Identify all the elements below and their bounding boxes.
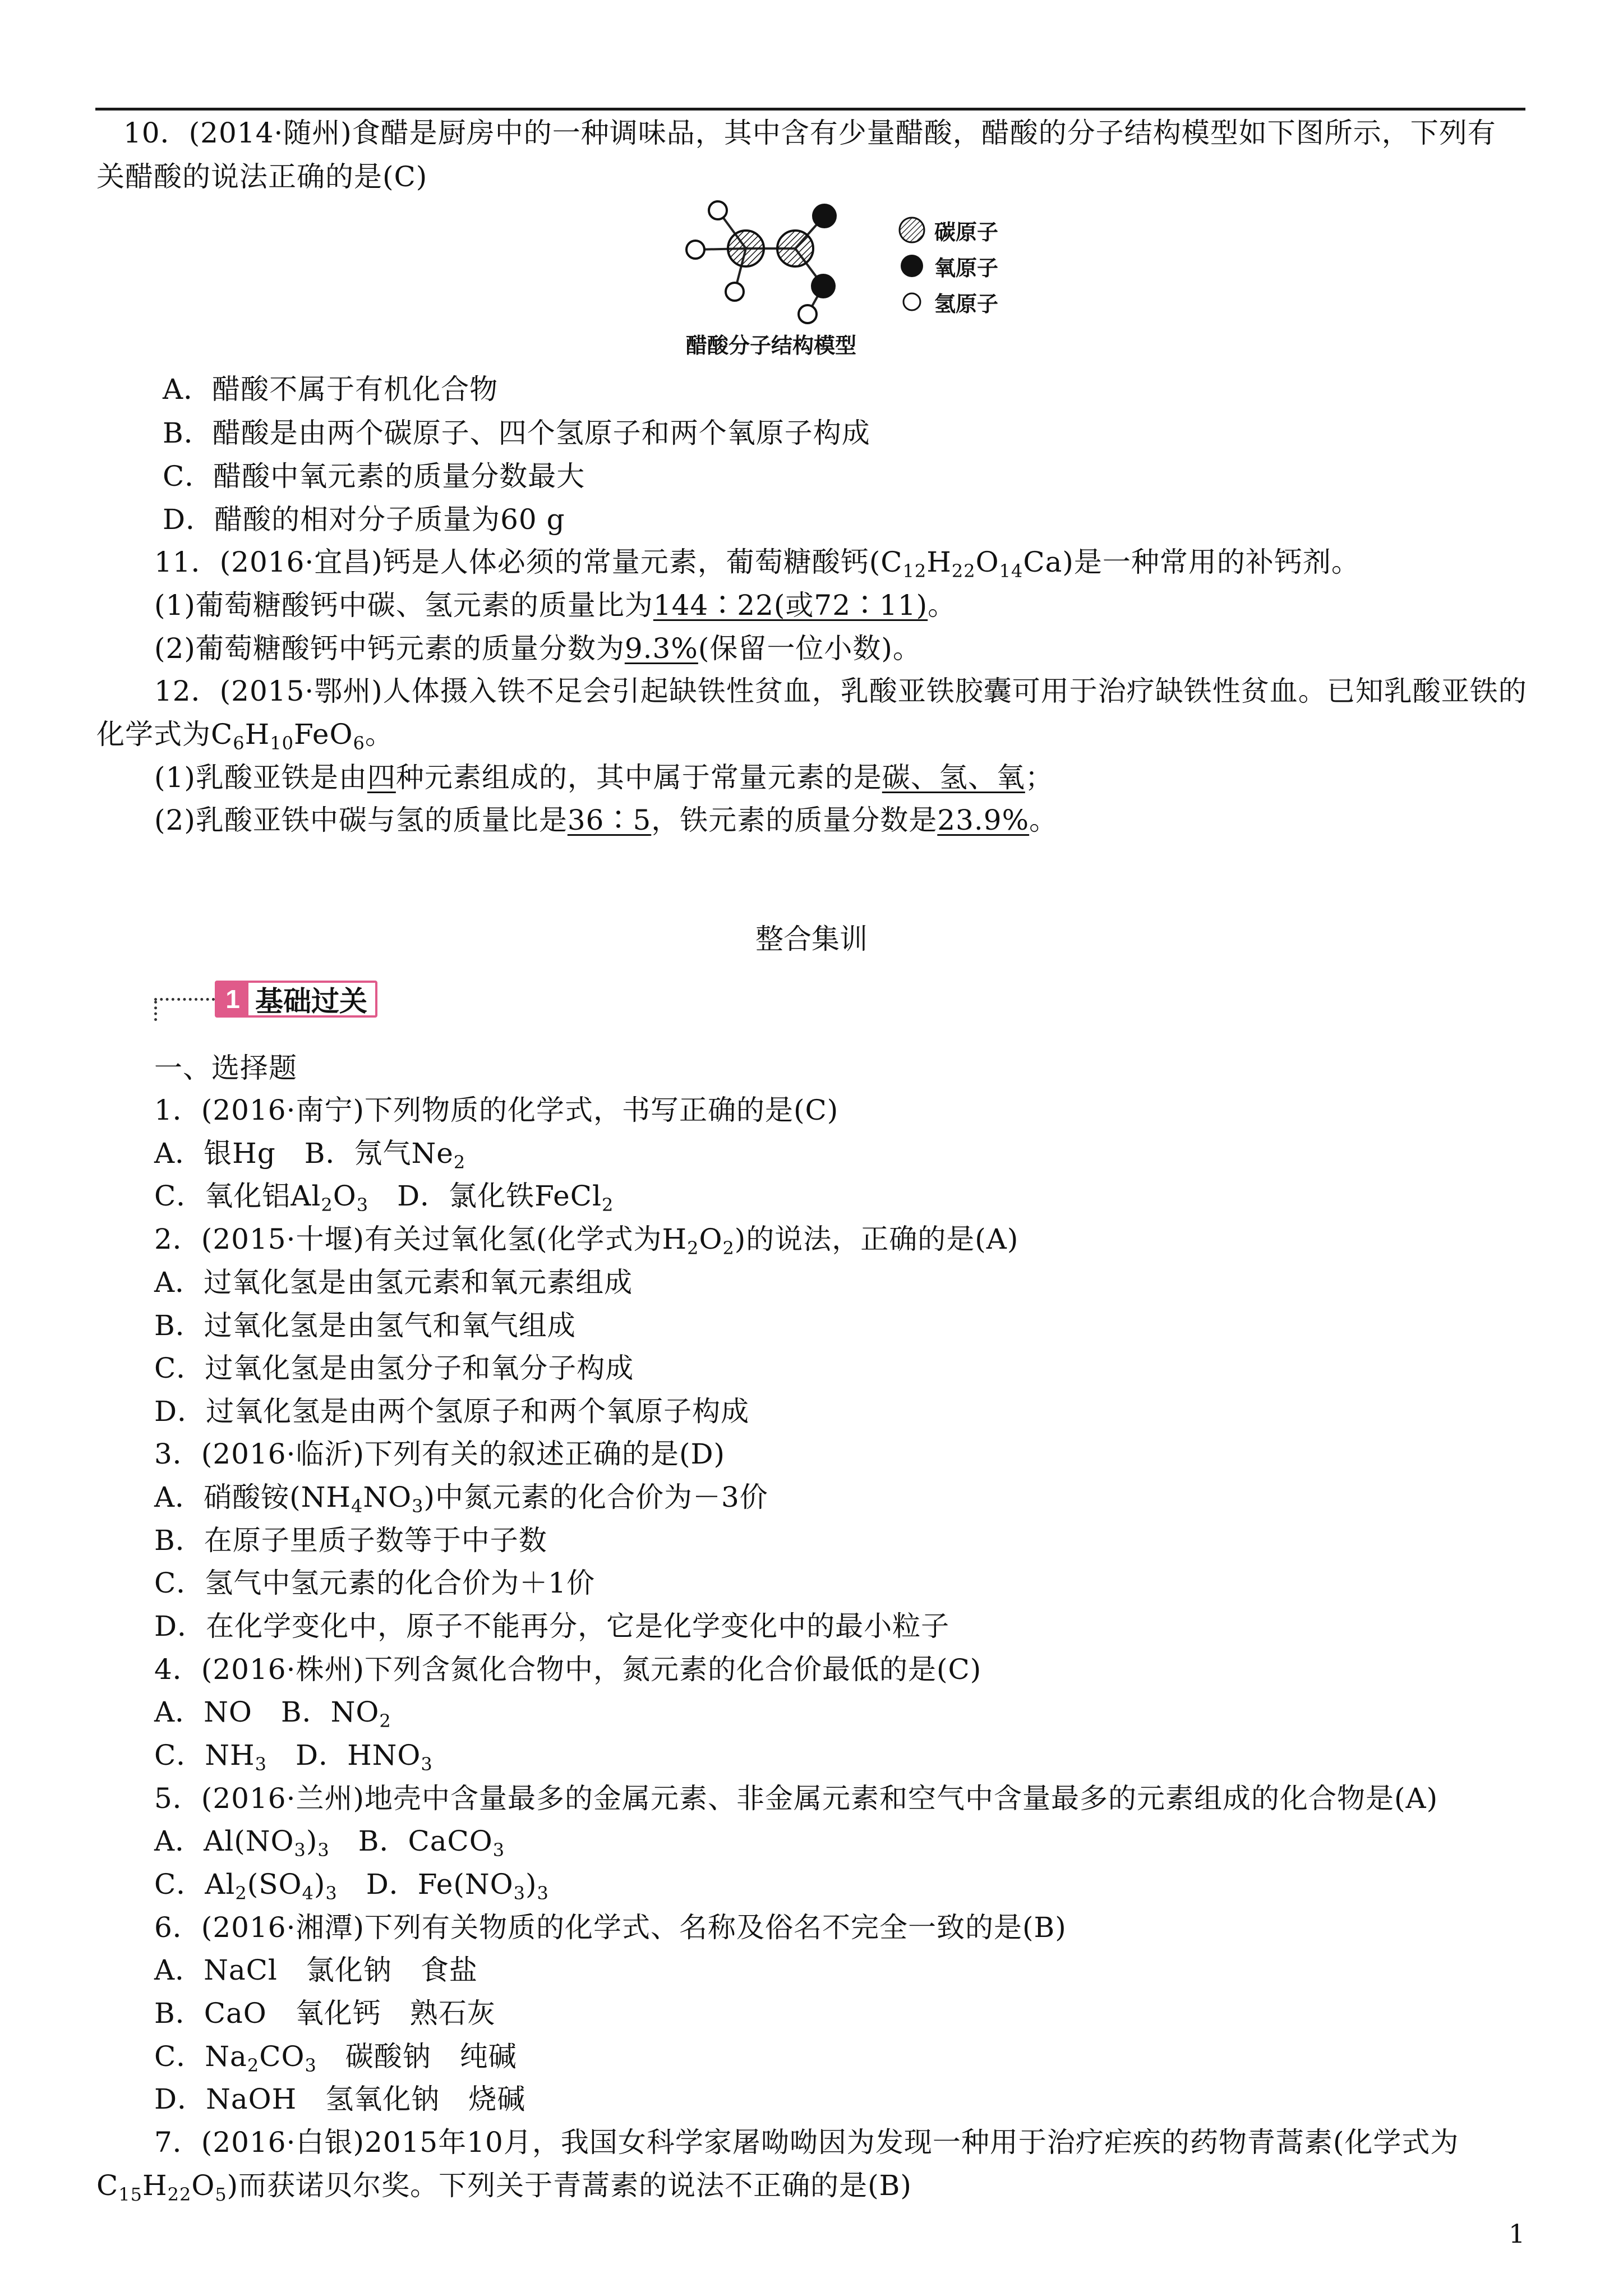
q4-options-ab: A．NO B．$NO_2$	[154, 1696, 391, 1732]
legend-carbon-label: 碳原子	[934, 219, 999, 245]
q3-option-b: B．在原子里质子数等于中子数	[154, 1524, 547, 1557]
part-title: 一、选择题	[154, 1052, 297, 1084]
hydrogen-atom	[726, 283, 744, 301]
q11-part2: (2)葡萄糖酸钙中钙元素的质量分数为9.3%(保留一位小数)。	[154, 632, 921, 665]
q10-option-a: A．醋酸不属于有机化合物	[163, 373, 499, 406]
hydrogen-atom	[686, 241, 704, 259]
oxygen-legend-icon	[897, 251, 926, 280]
q1-stem: 1．(2016·南宁)下列物质的化学式，书写正确的是(C)	[154, 1094, 839, 1126]
carbon-atom	[728, 231, 764, 266]
q11-stem: 11．(2016·宜昌)钙是人体必须的常量元素，葡萄糖酸钙$(C_{12}H_{22}O_{14}Ca)$是一种常用的补钙剂。	[154, 546, 1360, 582]
q5-options-cd: C．$Al_2(SO_4)_3$ D．$Fe(NO_3)_3$	[154, 1868, 549, 1904]
legend-hydrogen-label: 氢原子	[934, 291, 999, 316]
hydrogen-legend-icon	[897, 287, 926, 316]
q1-options-cd: C．氧化铝$Al_2O_3$ D．氯化铁FeCl$_2$	[154, 1180, 614, 1216]
q4-stem: 4．(2016·株州)下列含氮化合物中，氮元素的化合价最低的是(C)	[154, 1653, 982, 1686]
carbon-legend-icon	[897, 215, 926, 245]
q11-answer2: 9.3%	[624, 632, 698, 665]
q11-answer1: 144∶22(或72∶11)	[653, 589, 928, 622]
q12-stem-line1: 12．(2015·鄂州)人体摄入铁不足会引起缺铁性贫血，乳酸亚铁胶囊可用于治疗缺铁性贫血。已知乳酸亚铁的	[154, 675, 1527, 707]
q3-stem: 3．(2016·临沂)下列有关的叙述正确的是(D)	[154, 1438, 726, 1470]
molecule-legend	[897, 212, 998, 320]
q6-option-a: A．NaCl 氯化钠 食盐	[154, 1954, 478, 1986]
q6-option-b: B．CaO 氧化钙 熟石灰	[154, 1997, 496, 2030]
q3-option-d: D．在化学变化中，原子不能再分，它是化学变化中的最小粒子	[154, 1610, 950, 1642]
figure-caption: 醋酸分子结构模型	[685, 333, 856, 358]
q12-answer4: 23.9%	[937, 804, 1030, 836]
q6-option-d: D．NaOH 氢氧化钠 烧碱	[154, 2083, 526, 2115]
section-badge	[154, 981, 377, 1018]
badge-label: 基础过关	[255, 985, 367, 1018]
q5-options-ab: A．$Al(NO_3)_3$ B．CaCO$_3$	[154, 1825, 505, 1861]
page-number: 1	[1509, 2219, 1525, 2249]
hydrogen-atom	[799, 305, 817, 323]
q10-option-b: B．醋酸是由两个碳原子、四个氢原子和两个氧原子构成	[163, 417, 870, 449]
q12-answer3: 36∶5	[567, 804, 652, 836]
q7-stem-line1: 7．(2016·白银)2015年10月，我国女科学家屠呦呦因为发现一种用于治疗疟疾的药物青蒿素(化学式为	[154, 2126, 1459, 2159]
q2-option-a: A．过氧化氢是由氢元素和氧元素组成	[154, 1266, 633, 1299]
q1-options-ab: A．银Hg B．氖气$Ne_2$	[154, 1137, 466, 1173]
q12-answer1: 四	[367, 761, 396, 794]
hydrogen-atom	[709, 201, 727, 219]
section-title: 整合集训	[755, 923, 868, 955]
legend-oxygen-label: 氧原子	[934, 255, 999, 280]
q3-option-a: A．硝酸铵$(NH_4NO_3)$中氮元素的化合价为－3价	[154, 1481, 768, 1517]
q10-option-d: D．醋酸的相对分子质量为60 g	[163, 503, 565, 536]
q4-options-cd: C．$NH_3$ D．$HNO_3$	[154, 1739, 433, 1775]
legend-oxygen	[897, 248, 998, 284]
legend-carbon	[897, 212, 998, 248]
q2-option-c: C．过氧化氢是由氢分子和氧分子构成	[154, 1352, 634, 1384]
badge-box	[215, 981, 377, 1018]
oxygen-atom	[812, 204, 837, 228]
carbon-atom	[777, 231, 813, 266]
q2-stem: 2．(2015·十堰)有关过氧化氢(化学式为$H_2O_2$)的说法，正确的是(A)	[154, 1223, 1019, 1259]
q10-option-c: C．醋酸中氧元素的质量分数最大	[163, 460, 585, 493]
q12-part1: (1)乳酸亚铁是由四种元素组成的，其中属于常量元素的是碳、氢、氧；	[154, 761, 1054, 794]
q2-option-d: D．过氧化氢是由两个氢原子和两个氧原子构成	[154, 1395, 750, 1428]
q6-option-c: C．$Na_2CO_3$ 碳酸钠 纯碱	[154, 2040, 517, 2076]
legend-hydrogen	[897, 284, 998, 320]
q2-option-b: B．过氧化氢是由氢气和氧气组成	[154, 1309, 576, 1342]
q11-part1: (1)葡萄糖酸钙中碳、氢元素的质量比为144∶22(或72∶11)。	[154, 589, 957, 622]
header-rule	[95, 108, 1525, 111]
q6-stem: 6．(2016·湘潭)下列有关物质的化学式、名称及俗名不完全一致的是(B)	[154, 1911, 1067, 1944]
q10-stem-line2: 关醋酸的说法正确的是(C)	[96, 160, 428, 193]
q5-stem: 5．(2016·兰州)地壳中含量最多的金属元素、非金属元素和空气中含量最多的元素组成的化合物是(A)	[154, 1782, 1438, 1815]
q7-stem-line2: $C_{15}H_{22}O_5$)而获诺贝尔奖。下列关于青蒿素的说法不正确的是(B)	[96, 2169, 912, 2205]
badge-dotted-lead	[154, 998, 215, 1001]
q12-stem-line2: 化学式为$C_6H_{10}FeO_6$。	[96, 718, 394, 754]
q12-part2: (2)乳酸亚铁中碳与氢的质量比是36∶5，铁元素的质量分数是23.9%。	[154, 804, 1058, 836]
q3-option-c: C．氢气中氢元素的化合价为＋1价	[154, 1567, 596, 1599]
q12-answer2: 碳、氢、氧	[882, 761, 1025, 794]
badge-number: 1	[217, 983, 248, 1015]
oxygen-atom	[811, 274, 836, 298]
q10-stem-line1: 10．(2014·随州)食醋是厨房中的一种调味品，其中含有少量醋酸，醋酸的分子结构模型如下图所示，下列有	[123, 117, 1496, 149]
